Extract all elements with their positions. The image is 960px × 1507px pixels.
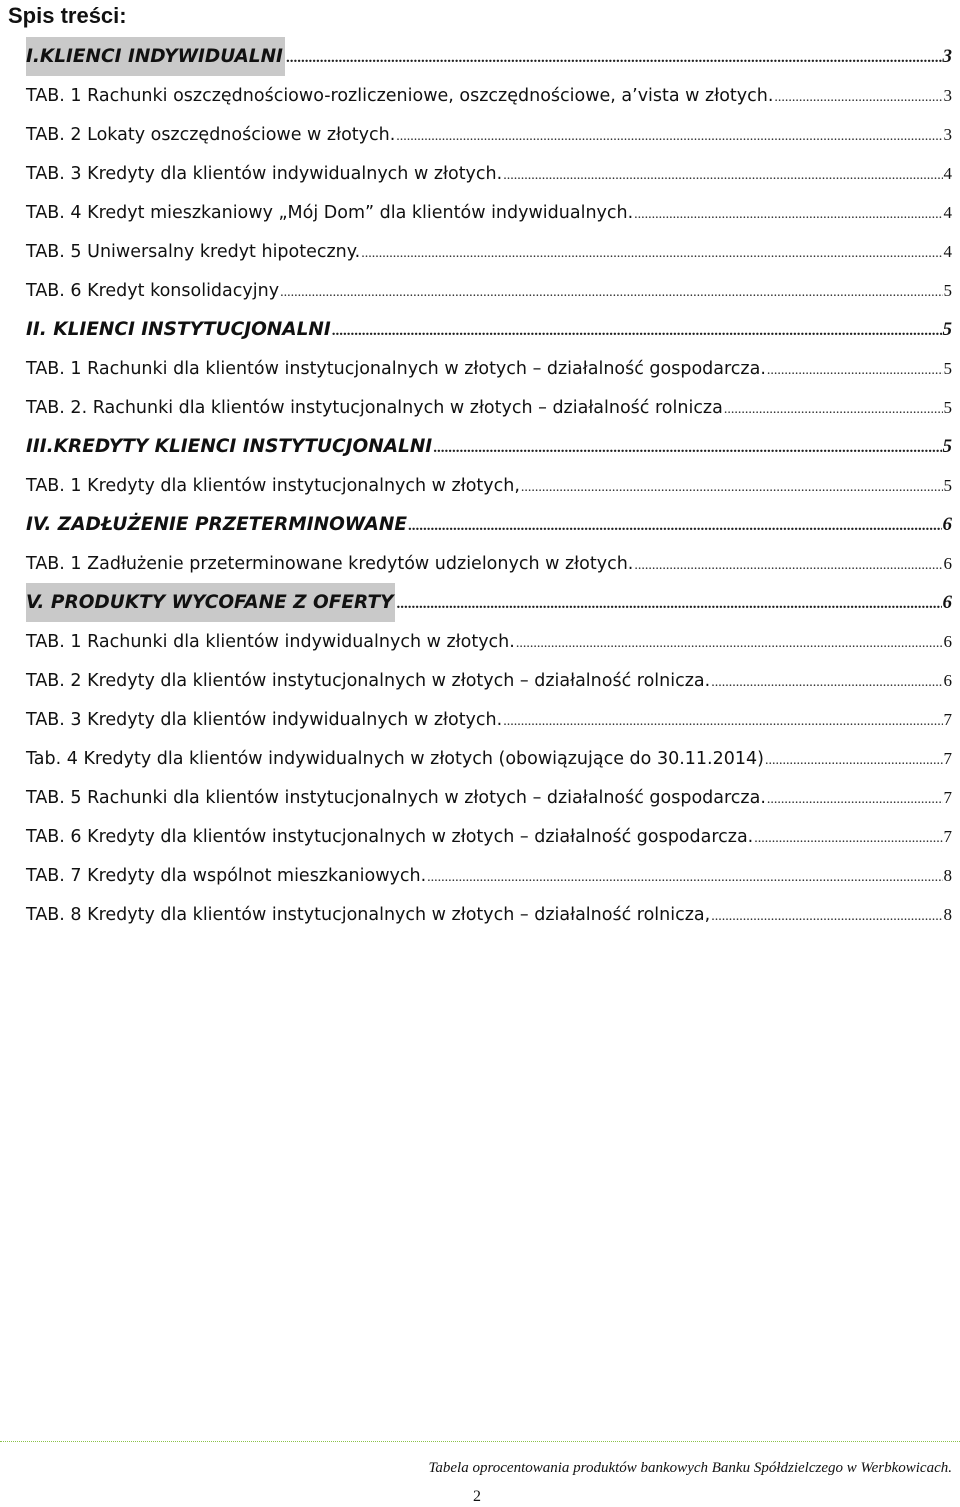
toc-entry-label: III.KREDYTY KLIENCI INSTYTUCJONALNI (26, 436, 433, 457)
toc-entry-label: TAB. 5 Uniwersalny kredyt hipoteczny. (26, 242, 361, 262)
dot-leader (503, 702, 942, 741)
toc-entry-page: 4 (943, 242, 952, 261)
toc-entry-label: V. PRODUKTY WYCOFANE Z OFERTY (26, 583, 395, 622)
toc-entry-page: 6 (943, 671, 952, 690)
toc-entry-tab[interactable] (26, 700, 952, 739)
toc-entry-label: TAB. 1 Kredyty dla klientów instytucjonalnych w złotych, (26, 476, 520, 496)
toc-entry-page: 3 (942, 46, 952, 67)
toc-entry-page: 6 (943, 554, 952, 573)
dot-leader (774, 78, 942, 117)
table-of-contents (26, 37, 952, 934)
dot-leader (634, 546, 942, 585)
dot-leader (711, 897, 942, 936)
toc-entry-label: I.KLIENCI INDYWIDUALNI (26, 37, 285, 76)
dot-leader (427, 858, 942, 897)
dot-leader (396, 117, 942, 156)
toc-entry-page: 7 (943, 749, 952, 768)
toc-entry-page: 7 (943, 788, 952, 807)
toc-entry-label: TAB. 8 Kredyty dla klientów instytucjonalnych w złotych – działalność rolnicza, (26, 905, 711, 925)
toc-entry-tab[interactable] (26, 76, 952, 115)
footer-divider (0, 1441, 960, 1442)
toc-entry-label: Tab. 4 Kredyty dla klientów indywidualnych w złotych (obowiązujące do 30.11.2014) (26, 749, 764, 769)
toc-entry-tab[interactable] (26, 232, 952, 271)
dot-leader (433, 429, 941, 468)
toc-entry-page: 6 (942, 592, 952, 613)
dot-leader (361, 234, 942, 273)
toc-entry-tab[interactable] (26, 856, 952, 895)
toc-entry-label: TAB. 4 Kredyt mieszkaniowy „Mój Dom” dla klientów indywidualnych. (26, 203, 634, 223)
toc-entry-tab[interactable] (26, 817, 952, 856)
toc-entry-page: 4 (943, 203, 952, 222)
toc-entry-label: TAB. 3 Kredyty dla klientów indywidualnych w złotych. (26, 164, 503, 184)
toc-entry-tab[interactable] (26, 466, 952, 505)
dot-leader (754, 819, 942, 858)
toc-entry-tab[interactable] (26, 895, 952, 934)
toc-entry-label: TAB. 1 Rachunki dla klientów instytucjonalnych w złotych – działalność gospodarcza. (26, 359, 766, 379)
dot-leader (286, 39, 942, 78)
toc-entry-tab[interactable] (26, 622, 952, 661)
toc-entry-section-2[interactable] (26, 310, 952, 349)
toc-entry-tab[interactable] (26, 193, 952, 232)
toc-entry-page: 5 (942, 436, 952, 457)
toc-entry-page: 5 (943, 359, 952, 378)
footer-caption: Tabela oprocentowania produktów bankowych Banku Spółdzielczego w Werbkowicach. (428, 1460, 952, 1476)
toc-heading: Spis treści: (8, 3, 127, 28)
toc-entry-page: 7 (943, 827, 952, 846)
toc-entry-page: 5 (943, 398, 952, 417)
dot-leader (408, 507, 942, 546)
toc-entry-label: TAB. 6 Kredyty dla klientów instytucjonalnych w złotych – działalność gospodarcza. (26, 827, 754, 847)
toc-entry-page: 4 (943, 164, 952, 183)
page-number: 2 (473, 1488, 481, 1505)
toc-entry-tab[interactable] (26, 778, 952, 817)
toc-entry-section-4[interactable] (26, 505, 952, 544)
dot-leader (634, 195, 942, 234)
dot-leader (765, 741, 943, 780)
toc-entry-label: II. KLIENCI INSTYTUCJONALNI (26, 319, 331, 340)
toc-entry-tab[interactable] (26, 739, 952, 778)
toc-entry-section-5[interactable] (26, 583, 952, 622)
toc-entry-label: TAB. 1 Rachunki oszczędnościowo-rozliczeniowe, oszczędnościowe, a’vista w złotych. (26, 86, 774, 106)
toc-entry-label: TAB. 2 Kredyty dla klientów instytucjonalnych w złotych – działalność rolnicza. (26, 671, 711, 691)
dot-leader (280, 273, 942, 312)
toc-entry-tab[interactable] (26, 271, 952, 310)
toc-entry-label: TAB. 2 Lokaty oszczędnościowe w złotych. (26, 125, 396, 145)
toc-entry-section-3[interactable] (26, 427, 952, 466)
dot-leader (516, 624, 943, 663)
toc-entry-page: 7 (943, 710, 952, 729)
toc-entry-page: 8 (943, 905, 952, 924)
toc-entry-page: 6 (942, 514, 952, 535)
toc-entry-label: TAB. 5 Rachunki dla klientów instytucjonalnych w złotych – działalność gospodarcza. (26, 788, 766, 808)
toc-entry-label: TAB. 2. Rachunki dla klientów instytucjonalnych w złotych – działalność rolnicza (26, 398, 723, 418)
toc-entry-label: TAB. 1 Zadłużenie przeterminowane kredytów udzielonych w złotych. (26, 554, 634, 574)
dot-leader (332, 312, 942, 351)
toc-entry-page: 8 (943, 866, 952, 885)
toc-entry-tab[interactable] (26, 661, 952, 700)
dot-leader (396, 585, 941, 624)
toc-entry-label: TAB. 7 Kredyty dla wspólnot mieszkaniowych. (26, 866, 427, 886)
toc-entry-tab[interactable] (26, 544, 952, 583)
toc-entry-label: TAB. 6 Kredyt konsolidacyjny (26, 281, 280, 301)
dot-leader (724, 390, 943, 429)
toc-entry-page: 5 (943, 476, 952, 495)
toc-entry-page: 3 (943, 125, 952, 144)
toc-entry-page: 5 (943, 281, 952, 300)
toc-entry-page: 6 (943, 632, 952, 651)
dot-leader (767, 780, 943, 819)
dot-leader (521, 468, 943, 507)
toc-entry-tab[interactable] (26, 115, 952, 154)
dot-leader (711, 663, 942, 702)
toc-entry-label: TAB. 3 Kredyty dla klientów indywidualnych w złotych. (26, 710, 503, 730)
toc-entry-label: IV. ZADŁUŻENIE PRZETERMINOWANE (26, 514, 407, 535)
toc-entry-page: 5 (942, 319, 952, 340)
toc-entry-tab[interactable] (26, 388, 952, 427)
toc-entry-label: TAB. 1 Rachunki dla klientów indywidualnych w złotych. (26, 632, 515, 652)
toc-entry-page: 3 (943, 86, 952, 105)
dot-leader (503, 156, 942, 195)
toc-entry-tab[interactable] (26, 349, 952, 388)
dot-leader (767, 351, 943, 390)
toc-entry-section-1[interactable] (26, 37, 952, 76)
toc-entry-tab[interactable] (26, 154, 952, 193)
